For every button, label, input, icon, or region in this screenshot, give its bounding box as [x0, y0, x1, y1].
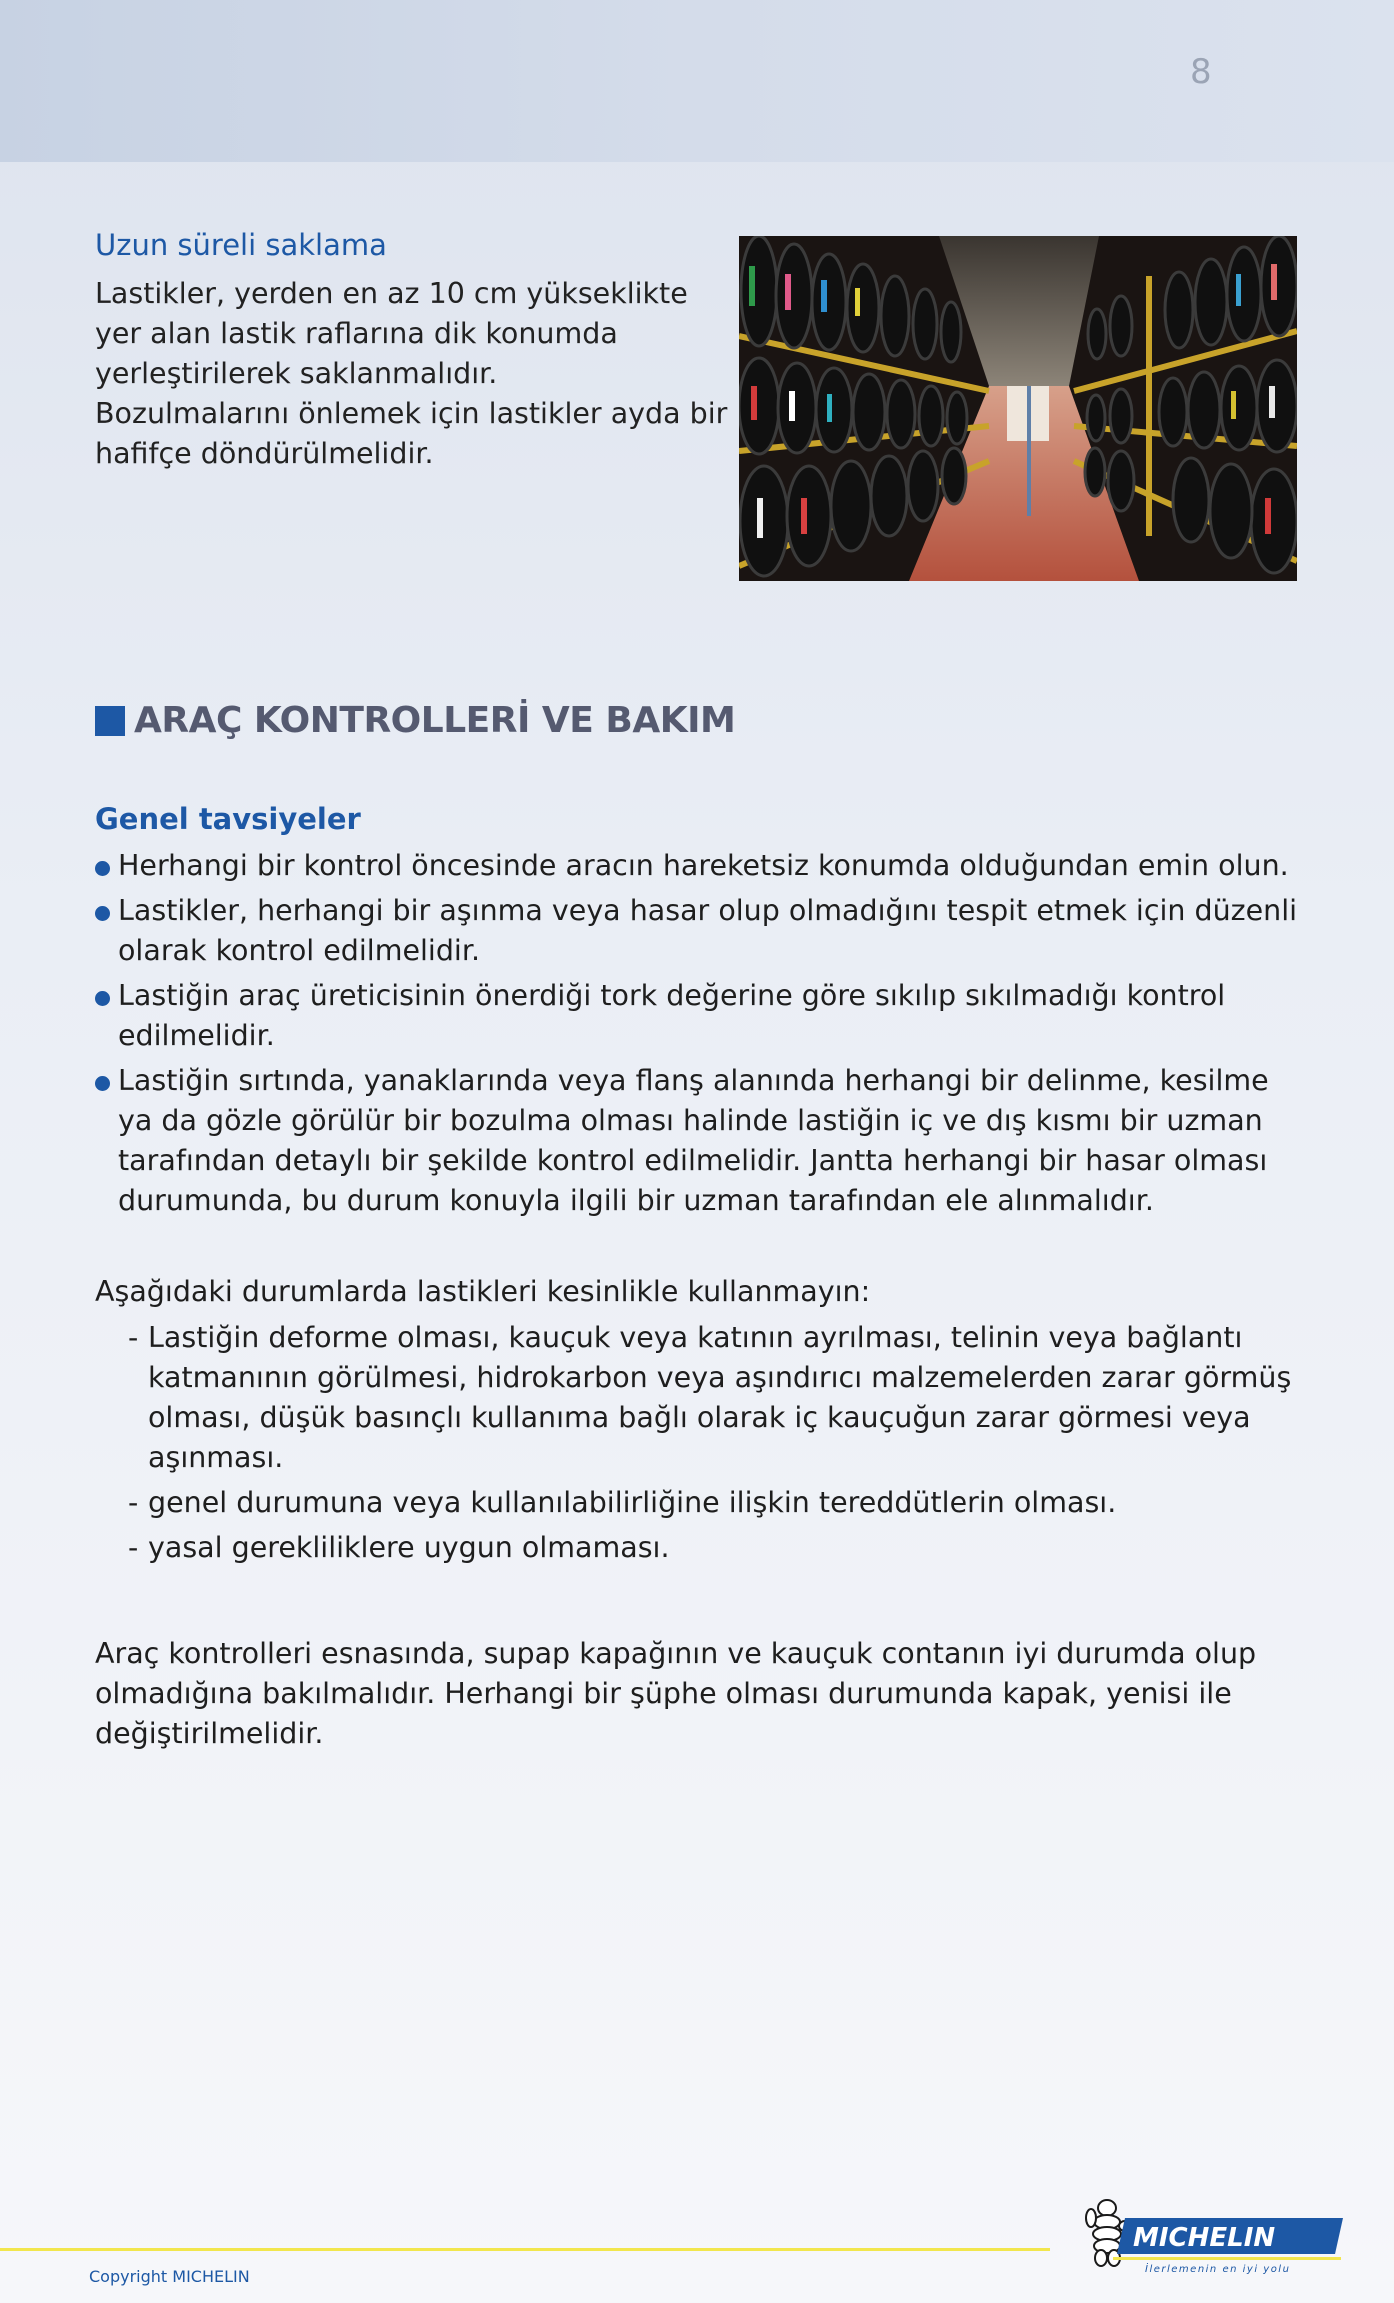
michelin-logo [1085, 2196, 1350, 2276]
page-number: 8 [1190, 52, 1212, 92]
list-item [128, 1528, 1328, 1568]
list-item [128, 1318, 1328, 1478]
bullet-dot-icon [95, 861, 110, 876]
dash-marker: - [128, 1321, 139, 1354]
storage-paragraph [95, 274, 728, 474]
copyright-text: Copyright MICHELIN [89, 2267, 250, 2286]
dash-marker: - [128, 1531, 139, 1564]
bullet-line: tarafından detaylı bir şekilde kontrol edilmelidir. Jantta herhangi bir hasar olması [118, 1144, 1268, 1177]
closing-line: değiştirilmelidir. [95, 1717, 324, 1750]
closing-line: Araç kontrolleri esnasında, supap kapağının ve kauçuk contanın iyi durumda olup [95, 1637, 1257, 1670]
storage-line: yerleştirilerek saklanmalıdır. [95, 357, 498, 390]
list-item [95, 976, 1325, 1056]
bullet-line: Lastiğin sırtında, yanaklarında veya flanş alanında herhangi bir delinme, kesilme [118, 1064, 1269, 1097]
dash-line: aşınması. [148, 1441, 284, 1474]
storage-line: Lastikler, yerden en az 10 cm yükseklikte [95, 277, 688, 310]
warning-intro: Aşağıdaki durumlarda lastikleri kesinlikle kullanmayın: [95, 1275, 871, 1308]
bullet-dot-icon [95, 1076, 110, 1091]
storage-line: yer alan lastik raflarına dik konumda [95, 317, 618, 350]
section-title: ARAÇ KONTROLLERİ VE BAKIM [134, 700, 736, 741]
dash-line: yasal gerekliliklere uygun olmaması. [148, 1531, 670, 1564]
dash-marker: - [128, 1486, 139, 1519]
bullet-line: Lastiğin araç üreticisinin önerdiği tork değerine göre sıkılıp sıkılmadığı kontrol [118, 979, 1226, 1012]
general-advice-subtitle: Genel tavsiyeler [95, 802, 361, 836]
list-item [95, 891, 1325, 971]
closing-line: olmadığına bakılmalıdır. Herhangi bir şüphe olması durumunda kapak, yenisi ile [95, 1677, 1232, 1710]
bullet-line: Lastikler, herhangi bir aşınma veya hasar olup olmadığını tespit etmek için düzenli [118, 894, 1298, 927]
logo-slogan: İlerlemenin en iyi yolu [1145, 2264, 1291, 2275]
bullet-line: ya da gözle görülür bir bozulma olması halinde lastiğin iç ve dış kısmı bir uzman [118, 1104, 1263, 1137]
footer-divider [0, 2248, 1050, 2251]
storage-title: Uzun süreli saklama [95, 228, 387, 262]
warning-dash-list [128, 1318, 1328, 1573]
bullet-dot-icon [95, 906, 110, 921]
list-item [128, 1483, 1328, 1523]
bullet-line: Herhangi bir kontrol öncesinde aracın hareketsiz konumda olduğundan emin olun. [118, 849, 1289, 882]
dash-line: katmanının görülmesi, hidrokarbon veya aşındırıcı malzemelerden zarar görmüş [148, 1361, 1292, 1394]
closing-paragraph [95, 1634, 1325, 1754]
bullet-dot-icon [95, 991, 110, 1006]
bullet-line: edilmelidir. [118, 1019, 275, 1052]
dash-line: Lastiğin deforme olması, kauçuk veya katının ayrılması, telinin veya bağlantı [148, 1321, 1243, 1354]
advice-bullet-list [95, 846, 1325, 1226]
storage-line: hafifçe döndürülmelidir. [95, 437, 434, 470]
section-square-icon [95, 706, 125, 736]
list-item [95, 846, 1325, 886]
list-item [95, 1061, 1325, 1221]
bullet-line: durumunda, bu durum konuyla ilgili bir uzman tarafından ele alınmalıdır. [118, 1184, 1154, 1217]
dash-line: genel durumuna veya kullanılabilirliğine ilişkin tereddütlerin olması. [148, 1486, 1117, 1519]
header-band [0, 0, 1394, 162]
section-heading [95, 700, 735, 741]
logo-wordmark: MICHELIN [1133, 2223, 1276, 2253]
bullet-line: olarak kontrol edilmelidir. [118, 934, 480, 967]
storage-line: Bozulmalarını önlemek için lastikler ayda bir [95, 397, 728, 430]
dash-line: olması, düşük basınçlı kullanıma bağlı olarak iç kauçuğun zarar görmesi veya [148, 1401, 1251, 1434]
tire-rack-photo [739, 236, 1297, 581]
